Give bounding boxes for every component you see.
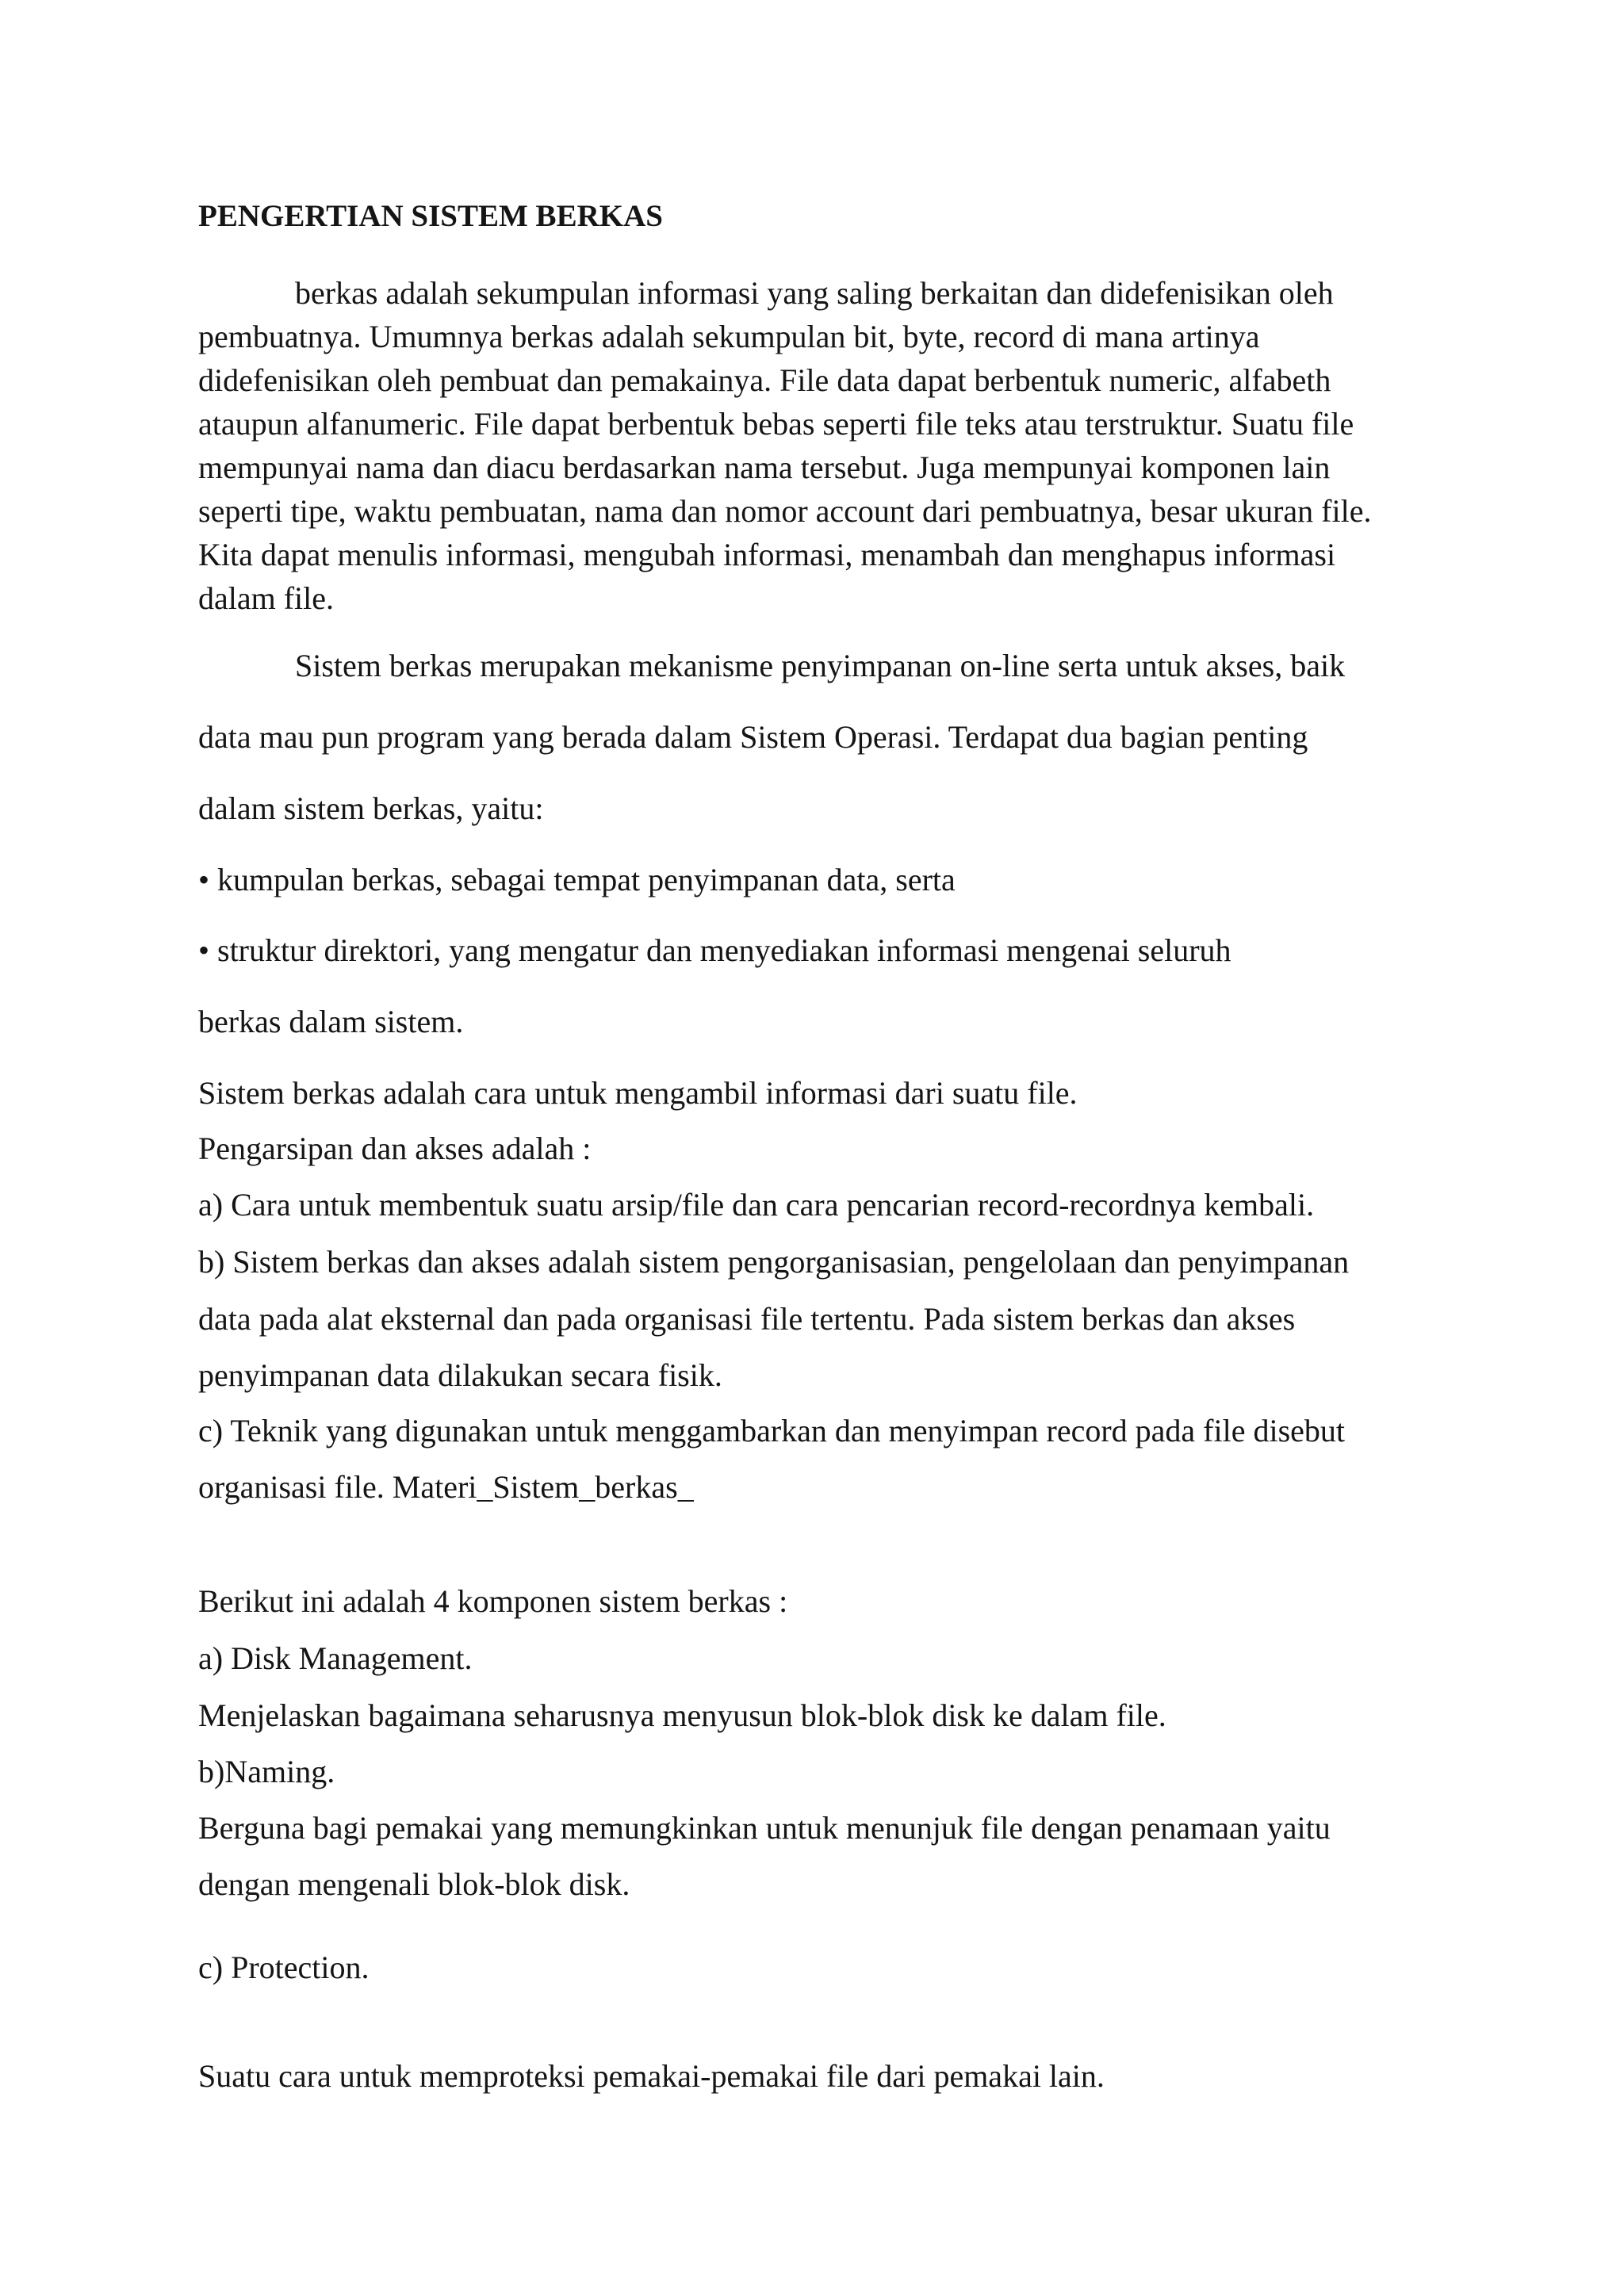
bullet-item: • kumpulan berkas, sebagai tempat penyimpanan data, serta [198,862,956,897]
components-line: Berikut ini adalah 4 komponen sistem berkas : [198,1583,788,1619]
components-line: a) Disk Management. [198,1640,473,1676]
paragraph-1-line: pembuatnya. Umumnya berkas adalah sekumpulan bit, byte, record di mana artinya [198,319,1260,354]
bullet-continuation: berkas dalam sistem. [198,1004,464,1039]
components-line: dengan mengenali blok-blok disk. [198,1866,630,1902]
components-line: Suatu cara untuk memproteksi pemakai-pemakai file dari pemakai lain. [198,2058,1105,2094]
components-line: b)Naming. [198,1754,335,1789]
definition-line: organisasi file. Materi_Sistem_berkas_ [198,1469,694,1505]
definition-line: data pada alat eksternal dan pada organisasi file tertentu. Pada sistem berkas dan akses [198,1301,1296,1337]
paragraph-1-line: ataupun alfanumeric. File dapat berbentuk bebas seperti file teks atau terstruktur. Suatu file [198,406,1354,442]
definition-line: c) Teknik yang digunakan untuk menggambarkan dan menyimpan record pada file disebut [198,1413,1346,1448]
paragraph-1-line: seperti tipe, waktu pembuatan, nama dan nomor account dari pembuatnya, besar ukuran file. [198,493,1372,529]
definition-line: Sistem berkas adalah cara untuk mengambil informasi dari suatu file. [198,1075,1078,1111]
paragraph-2-line: Sistem berkas merupakan mekanisme penyimpanan on-line serta untuk akses, baik [295,648,1346,683]
document-title: PENGERTIAN SISTEM BERKAS [198,199,663,233]
components-line: Menjelaskan bagaimana seharusnya menyusun blok-blok disk ke dalam file. [198,1697,1166,1733]
definition-line: penyimpanan data dilakukan secara fisik. [198,1357,722,1393]
definition-line: b) Sistem berkas dan akses adalah sistem pengorganisasian, pengelolaan dan penyimpanan [198,1244,1350,1280]
paragraph-1-line: dalam file. [198,580,335,616]
paragraph-2-line: data mau pun program yang berada dalam Sistem Operasi. Terdapat dua bagian penting [198,719,1308,755]
paragraph-1-line: Kita dapat menulis informasi, mengubah informasi, menambah dan menghapus informasi [198,537,1336,572]
paragraph-1-line: mempunyai nama dan diacu berdasarkan nama tersebut. Juga mempunyai komponen lain [198,450,1331,485]
paragraph-1-line: didefenisikan oleh pembuat dan pemakainya. File data dapat berbentuk numeric, alfabeth [198,362,1331,398]
definition-line: Pengarsipan dan akses adalah : [198,1131,592,1166]
bullet-item: • struktur direktori, yang mengatur dan menyediakan informasi mengenai seluruh [198,932,1231,968]
paragraph-2-line: dalam sistem berkas, yaitu: [198,790,544,826]
components-line: Berguna bagi pemakai yang memungkinkan untuk menunjuk file dengan penamaan yaitu [198,1810,1331,1846]
paragraph-1-line: berkas adalah sekumpulan informasi yang saling berkaitan dan didefenisikan oleh [295,275,1334,311]
definition-line: a) Cara untuk membentuk suatu arsip/file dan cara pencarian record-recordnya kembali. [198,1187,1315,1223]
components-line: c) Protection. [198,1950,370,1985]
